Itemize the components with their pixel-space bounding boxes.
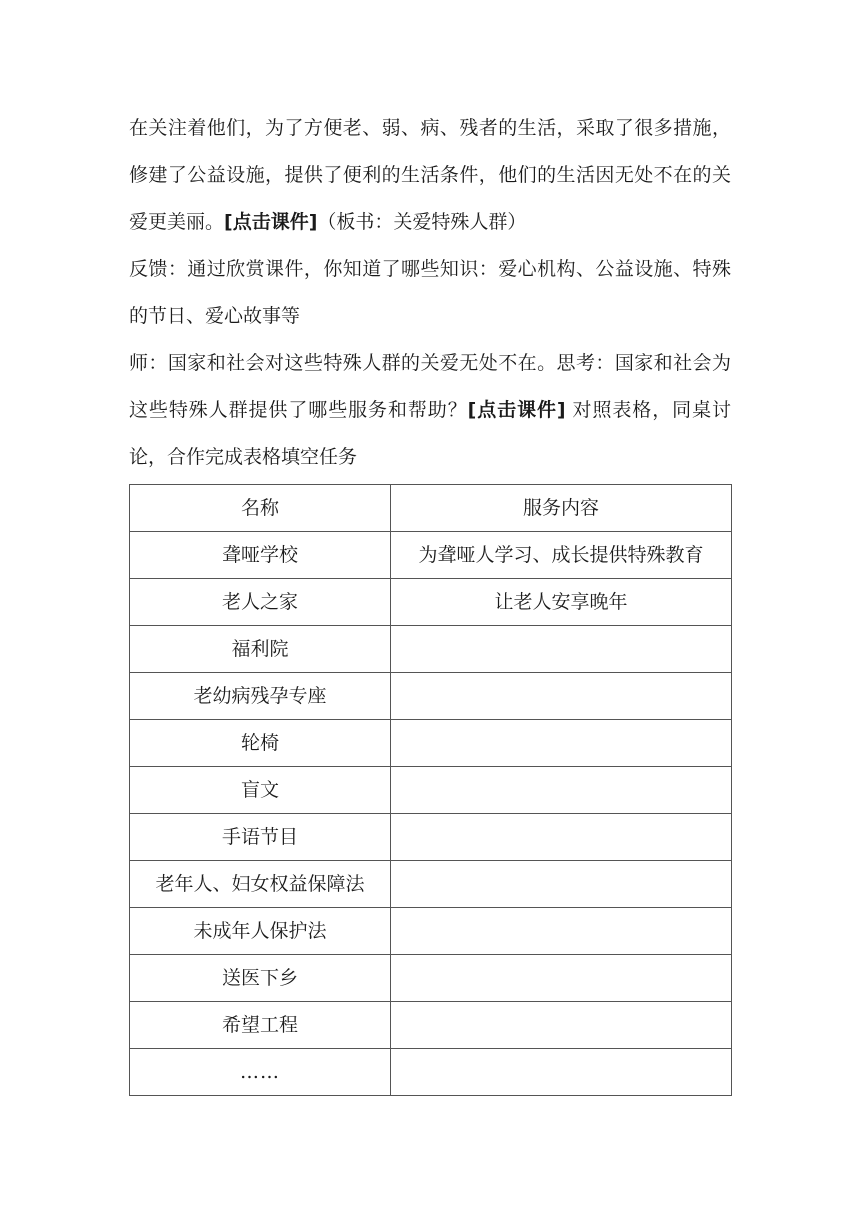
cell-service	[391, 673, 732, 720]
document-page	[129, 105, 731, 1096]
table-row	[130, 1049, 732, 1096]
cell-name: 福利院	[130, 626, 391, 673]
cell-service	[391, 767, 732, 814]
table-row	[130, 861, 732, 908]
table-row	[130, 767, 732, 814]
intro-text: 在关注着他们，为了方便老、弱、病、残者的生活，采取了很多措施，修建了公益设施，提供了便利的生活条件，他们的生活因无处不在的关爱更美丽。	[129, 117, 731, 233]
cell-service	[391, 955, 732, 1002]
paragraph-intro	[129, 105, 731, 246]
table-row	[130, 814, 732, 861]
click-courseware-marker: [点击课件]	[224, 211, 318, 233]
table-row	[130, 673, 732, 720]
cell-name: 老幼病残孕专座	[130, 673, 391, 720]
cell-service	[391, 1002, 732, 1049]
board-note: （板书：关爱特殊人群）	[317, 211, 527, 233]
cell-service	[391, 626, 732, 673]
header-service-content: 服务内容	[391, 485, 732, 532]
paragraph-teacher	[129, 340, 731, 481]
table-row	[130, 579, 732, 626]
table-row	[130, 1002, 732, 1049]
cell-name: 手语节目	[130, 814, 391, 861]
feedback-text: 反馈：通过欣赏课件，你知道了哪些知识：爱心机构、公益设施、特殊的节日、爱心故事等	[129, 258, 731, 327]
task-instruction: 对照表格，同桌讨论，合作完成表格填空任务	[129, 399, 731, 468]
cell-name: 盲文	[130, 767, 391, 814]
table-row	[130, 720, 732, 767]
cell-name: 老年人、妇女权益保障法	[130, 861, 391, 908]
paragraph-feedback	[129, 246, 731, 340]
cell-name: 希望工程	[130, 1002, 391, 1049]
cell-name: ……	[130, 1049, 391, 1096]
click-courseware-marker: [点击课件]	[467, 399, 566, 421]
cell-service	[391, 908, 732, 955]
cell-service	[391, 814, 732, 861]
cell-name: 老人之家	[130, 579, 391, 626]
table-header-row	[130, 485, 732, 532]
cell-name: 聋哑学校	[130, 532, 391, 579]
cell-name: 轮椅	[130, 720, 391, 767]
cell-service	[391, 1049, 732, 1096]
table-row	[130, 626, 732, 673]
cell-service: 让老人安享晚年	[391, 579, 732, 626]
table-row	[130, 955, 732, 1002]
cell-name: 未成年人保护法	[130, 908, 391, 955]
cell-service	[391, 861, 732, 908]
cell-name: 送医下乡	[130, 955, 391, 1002]
cell-service	[391, 720, 732, 767]
teacher-text: 师：国家和社会对这些特殊人群的关爱无处不在。思考：国家和社会为这些特殊人群提供了哪些服务和帮助？	[129, 352, 731, 421]
service-table	[129, 484, 732, 1096]
table-row	[130, 532, 732, 579]
cell-service: 为聋哑人学习、成长提供特殊教育	[391, 532, 732, 579]
header-name: 名称	[130, 485, 391, 532]
table-row	[130, 908, 732, 955]
